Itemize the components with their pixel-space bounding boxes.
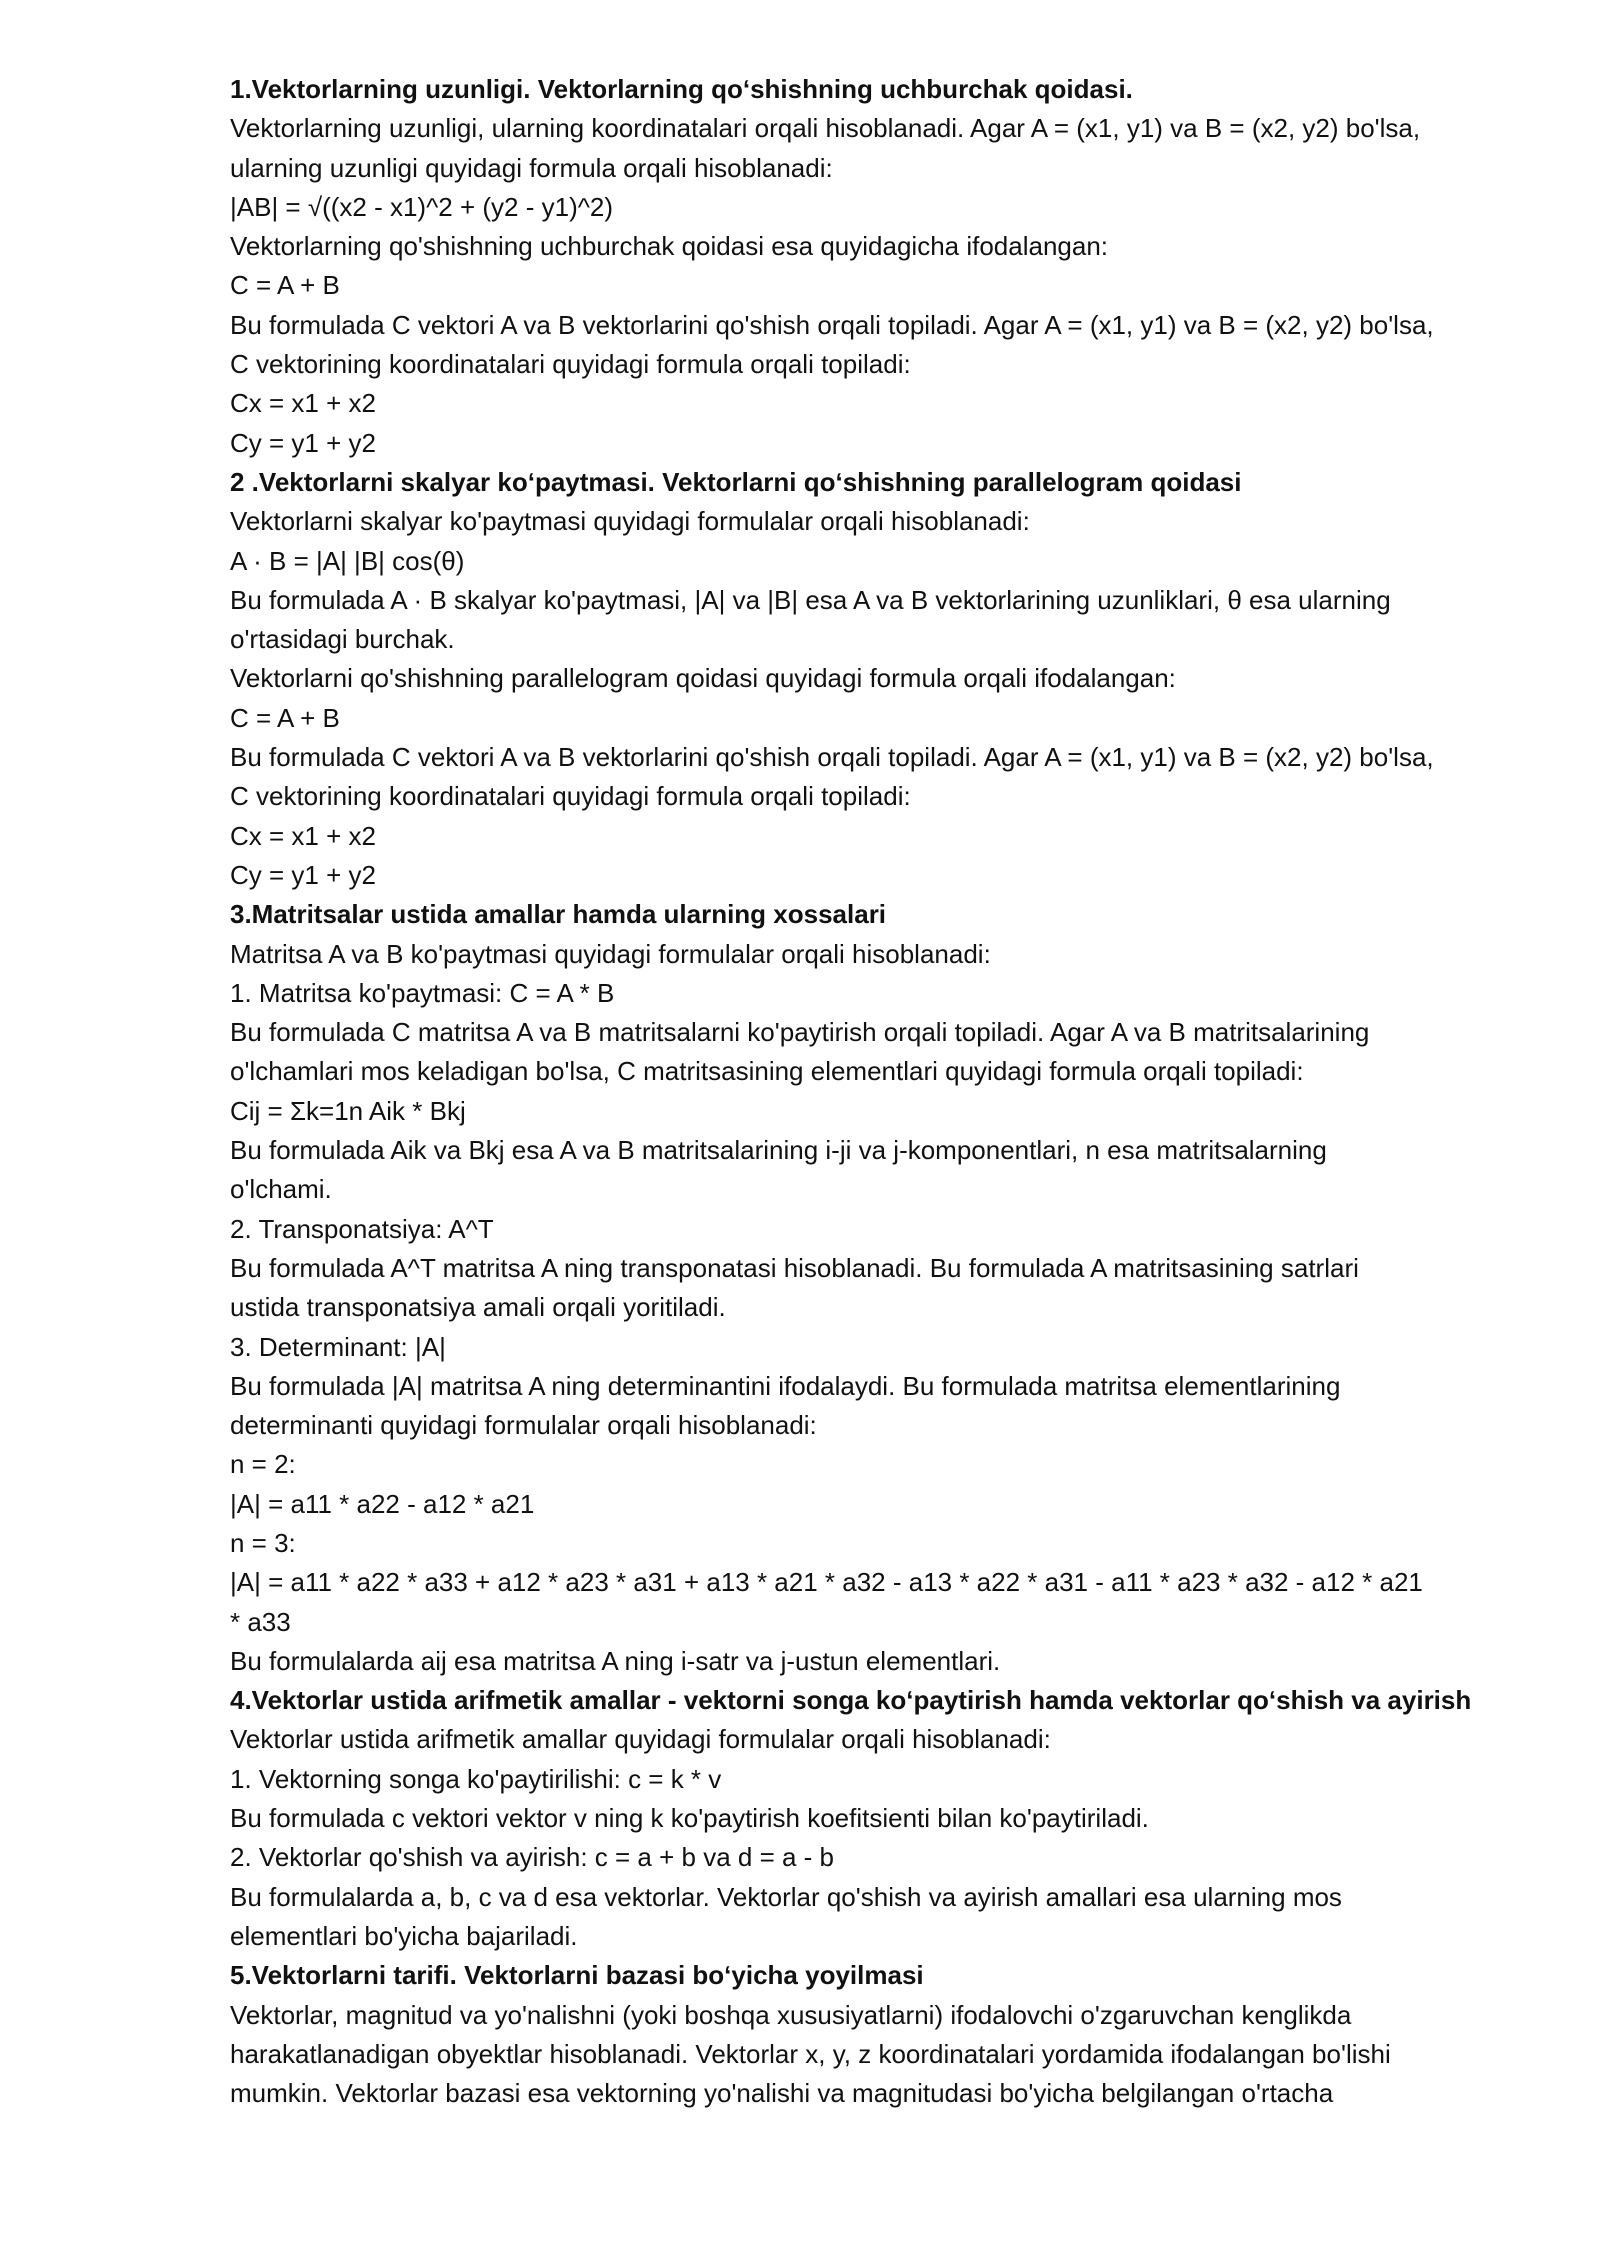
body-text-line: Bu formulada A · B skalyar ko'paytmasi, |A| va |B| esa A va B vektorlarining uzunliklari, θ esa ularning <box>230 584 1391 615</box>
body-text-line: Vektorlar ustida arifmetik amallar quyidagi formulalar orqali hisoblanadi: <box>230 1724 1051 1755</box>
body-text-line: Cy = y1 + y2 <box>230 427 376 458</box>
body-text-line: 3. Determinant: |A| <box>230 1331 446 1362</box>
section-heading: 3.Matritsalar ustida amallar hamda ularning xossalari <box>230 899 887 930</box>
section-heading: 2 .Vektorlarni skalyar koʻpaytmasi. Vektorlarni qoʻshishning parallelogram qoidasi <box>230 466 1242 497</box>
body-text-line: mumkin. Vektorlar bazasi esa vektorning yo'nalishi va magnitudasi bo'yicha belgilangan o'rtacha <box>230 2078 1334 2109</box>
body-text-line: |AB| = √((x2 - x1)^2 + (y2 - y1)^2) <box>230 191 614 222</box>
body-text-line: C = A + B <box>230 270 340 301</box>
body-text-line: 1. Vektorning songa ko'paytirilishi: c = k * v <box>230 1763 722 1794</box>
body-text-line: Bu formulada C vektori A va B vektorlarini qo'shish orqali topiladi. Agar A = (x1, y1) va B = (x2, y2) bo'lsa, <box>230 742 1434 773</box>
body-text-line: Bu formulada |A| matritsa A ning determinantini ifodalaydi. Bu formulada matritsa elementlarining <box>230 1370 1341 1401</box>
body-text-line: Bu formulada A^T matritsa A ning transponatasi hisoblanadi. Bu formulada A matritsasining satrlari <box>230 1252 1359 1283</box>
body-text-line: Vektorlarning qo'shishning uchburchak qoidasi esa quyidagicha ifodalangan: <box>230 231 1109 262</box>
body-text-line: Bu formulada Aik va Bkj esa A va B matritsalarining i-ji va j-komponentlari, n esa matritsalarning <box>230 1135 1327 1166</box>
body-text-line: n = 2: <box>230 1449 296 1480</box>
body-text-line: C vektorining koordinatalari quyidagi formula orqali topiladi: <box>230 349 911 380</box>
body-text-line: |A| = a11 * a22 * a33 + a12 * a23 * a31 + a13 * a21 * a32 - a13 * a22 * a31 - a11 * a23 * a32 - a12 * a21 <box>230 1567 1423 1598</box>
body-text-line: ularning uzunligi quyidagi formula orqali hisoblanadi: <box>230 152 833 183</box>
body-text-line: * a33 <box>230 1606 291 1637</box>
section-heading: 1.Vektorlarning uzunligi. Vektorlarning qoʻshishning uchburchak qoidasi. <box>230 74 1133 104</box>
body-text-line: Bu formulada C matritsa A va B matritsalarni ko'paytirish orqali topiladi. Agar A va B matritsalarining <box>230 1017 1370 1048</box>
body-text-line: elementlari bo'yicha bajariladi. <box>230 1920 578 1951</box>
body-text-line: C = A + B <box>230 702 340 733</box>
body-text-line: 2. Vektorlar qo'shish va ayirish: c = a + b va d = a - b <box>230 1842 835 1873</box>
body-text-line: Bu formulada c vektori vektor v ning k ko'paytirish koefitsienti bilan ko'paytiriladi. <box>230 1803 1149 1834</box>
body-text-line: Matritsa A va B ko'paytmasi quyidagi formulalar orqali hisoblanadi: <box>230 938 991 969</box>
document-page <box>230 70 1520 2113</box>
body-text-line: Bu formulalarda a, b, c va d esa vektorlar. Vektorlar qo'shish va ayirish amallari esa ularning mos <box>230 1881 1342 1912</box>
section-heading: 5.Vektorlarni tarifi. Vektorlarni bazasi boʻyicha yoyilmasi <box>230 1960 924 1991</box>
body-text-line: 2. Transponatsiya: A^T <box>230 1213 494 1244</box>
section-heading: 4.Vektorlar ustida arifmetik amallar - vektorni songa koʻpaytirish hamda vektorlar qoʻshish va ayirish <box>230 1685 1472 1716</box>
body-text-line: harakatlanadigan obyektlar hisoblanadi. Vektorlar x, y, z koordinatalari yordamida ifodalangan bo'lishi <box>230 2038 1391 2069</box>
body-text-line: 1. Matritsa ko'paytmasi: C = A * B <box>230 977 615 1008</box>
body-text-line: Bu formulalarda aij esa matritsa A ning i-satr va j-ustun elementlari. <box>230 1645 1001 1676</box>
body-text-line: Cx = x1 + x2 <box>230 388 376 419</box>
body-text-line: o'rtasidagi burchak. <box>230 624 455 655</box>
body-text-line: Cij = Σk=1n Aik * Bkj <box>230 1095 466 1126</box>
body-text-line: ustida transponatsiya amali orqali yoritiladi. <box>230 1292 726 1323</box>
body-text-line: n = 3: <box>230 1527 296 1558</box>
body-text-line: Bu formulada C vektori A va B vektorlarini qo'shish orqali topiladi. Agar A = (x1, y1) va B = (x2, y2) bo'lsa, <box>230 309 1434 340</box>
body-text-line: Cy = y1 + y2 <box>230 859 376 890</box>
body-text-line: A · B = |A| |B| cos(θ) <box>230 545 465 576</box>
body-text-line: Vektorlarni qo'shishning parallelogram qoidasi quyidagi formula orqali ifodalangan: <box>230 663 1176 694</box>
body-text-line: Vektorlarning uzunligi, ularning koordinatalari orqali hisoblanadi. Agar A = (x1, y1) va B = (x2, y2) bo'lsa, <box>230 113 1421 144</box>
body-text-line: Cx = x1 + x2 <box>230 820 376 851</box>
body-text-line: o'lchamlari mos keladigan bo'lsa, C matritsasining elementlari quyidagi formula orqali topiladi: <box>230 1056 1304 1087</box>
body-text-line: o'lchami. <box>230 1174 332 1205</box>
body-text-line: C vektorining koordinatalari quyidagi formula orqali topiladi: <box>230 781 911 812</box>
body-text-line: determinanti quyidagi formulalar orqali hisoblanadi: <box>230 1410 817 1441</box>
body-text-line: |A| = a11 * a22 - a12 * a21 <box>230 1488 535 1519</box>
body-text-line: Vektorlarni skalyar ko'paytmasi quyidagi formulalar orqali hisoblanadi: <box>230 506 1030 537</box>
body-text-line: Vektorlar, magnitud va yo'nalishni (yoki boshqa xususiyatlarni) ifodalovchi o'zgaruvchan kenglikda <box>230 1999 1352 2030</box>
